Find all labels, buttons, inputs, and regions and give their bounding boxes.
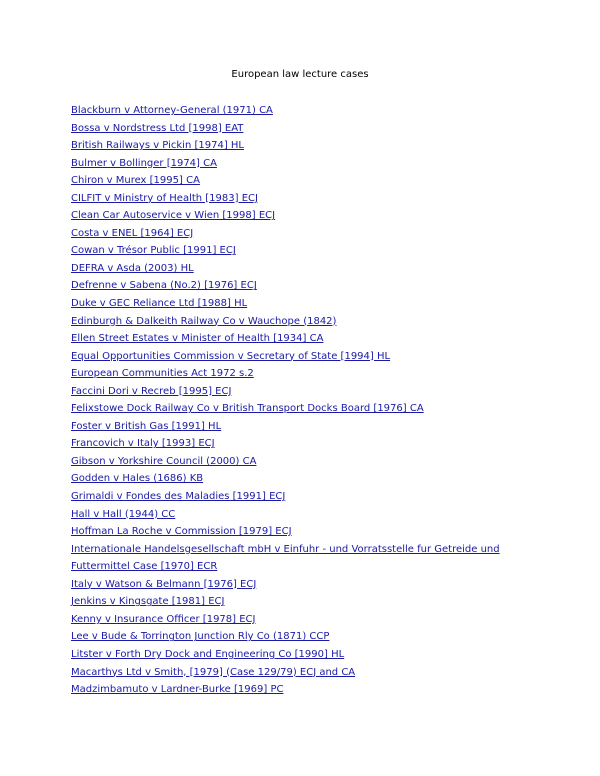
case-link[interactable]: Jenkins v Kingsgate [1981] ECJ bbox=[71, 596, 225, 608]
case-list-item bbox=[71, 558, 551, 576]
case-list-item bbox=[71, 488, 551, 506]
case-link[interactable]: CILFIT v Ministry of Health [1983] ECJ bbox=[71, 192, 258, 204]
case-list-item bbox=[71, 207, 551, 225]
case-link[interactable]: Blackburn v Attorney-General (1971) CA bbox=[71, 105, 273, 116]
case-link[interactable]: Foster v British Gas [1991] HL bbox=[71, 420, 222, 432]
case-list-item bbox=[71, 470, 551, 488]
case-list-item bbox=[71, 172, 551, 190]
case-link[interactable]: Costa v ENEL [1964] ECJ bbox=[71, 227, 194, 239]
case-list-item bbox=[71, 348, 551, 366]
case-link[interactable]: Madzimbamuto v Lardner-Burke [1969] PC bbox=[71, 684, 284, 696]
case-link[interactable]: Internationale Handelsgesellschaft mbH v Einfuhr - und Vorratsstelle fur Getreide und bbox=[71, 543, 500, 555]
document-title: European law lecture cases bbox=[231, 69, 369, 80]
case-link[interactable]: Cowan v Trésor Public [1991] ECJ bbox=[71, 245, 236, 257]
case-list-item bbox=[71, 664, 551, 682]
case-list-item bbox=[71, 628, 551, 646]
case-list-item bbox=[71, 137, 551, 155]
case-link[interactable]: Clean Car Autoservice v Wien [1998] ECJ bbox=[71, 210, 276, 222]
case-link[interactable]: European Communities Act 1972 s.2 bbox=[71, 368, 254, 380]
case-list-item bbox=[71, 506, 551, 524]
case-list-item bbox=[71, 611, 551, 629]
case-link[interactable]: British Railways v Pickin [1974] HL bbox=[71, 140, 244, 152]
case-list-item bbox=[71, 190, 551, 208]
case-list-item bbox=[71, 453, 551, 471]
case-list-item bbox=[71, 523, 551, 541]
case-list bbox=[71, 102, 551, 699]
case-list-item bbox=[71, 120, 551, 138]
case-link[interactable]: Gibson v Yorkshire Council (2000) CA bbox=[71, 455, 257, 467]
case-list-item bbox=[71, 155, 551, 173]
case-link[interactable]: Litster v Forth Dry Dock and Engineering Co [1990] HL bbox=[71, 648, 345, 660]
case-list-item bbox=[71, 295, 551, 313]
case-link[interactable]: Godden v Hales (1686) KB bbox=[71, 473, 204, 485]
case-list-item bbox=[71, 242, 551, 260]
case-link[interactable]: Francovich v Italy [1993] ECJ bbox=[71, 438, 215, 450]
case-link[interactable]: Edinburgh & Dalkeith Railway Co v Wauchope (1842) bbox=[71, 315, 337, 327]
case-link[interactable]: Bulmer v Bollinger [1974] CA bbox=[71, 157, 217, 169]
case-list-item bbox=[71, 225, 551, 243]
case-list-item bbox=[71, 593, 551, 611]
case-list-item bbox=[71, 541, 551, 559]
case-list-item bbox=[71, 365, 551, 383]
case-list-item bbox=[71, 383, 551, 401]
case-link[interactable]: Duke v GEC Reliance Ltd [1988] HL bbox=[71, 298, 248, 310]
case-list-item bbox=[71, 576, 551, 594]
case-link[interactable]: Kenny v Insurance Officer [1978] ECJ bbox=[71, 613, 256, 625]
case-link[interactable]: Italy v Watson & Belmann [1976] ECJ bbox=[71, 578, 257, 590]
case-link[interactable]: Felixstowe Dock Railway Co v British Transport Docks Board [1976] CA bbox=[71, 403, 424, 415]
case-link[interactable]: Futtermittel Case [1970] ECR bbox=[71, 561, 218, 573]
case-link[interactable]: Grimaldi v Fondes des Maladies [1991] ECJ bbox=[71, 491, 286, 503]
case-list-item bbox=[71, 681, 551, 699]
case-link[interactable]: Equal Opportunities Commission v Secretary of State [1994] HL bbox=[71, 350, 391, 362]
case-link[interactable]: Lee v Bude & Torrington Junction Rly Co (1871) CCP bbox=[71, 631, 330, 643]
case-link[interactable]: Macarthys Ltd v Smith, [1979] (Case 129/79) ECJ and CA bbox=[71, 666, 356, 678]
case-link[interactable]: Ellen Street Estates v Minister of Health [1934] CA bbox=[71, 333, 324, 345]
case-link[interactable]: Bossa v Nordstress Ltd [1998] EAT bbox=[71, 122, 244, 134]
case-list-item bbox=[71, 418, 551, 436]
case-link[interactable]: Faccini Dori v Recreb [1995] ECJ bbox=[71, 385, 232, 397]
case-list-item bbox=[71, 435, 551, 453]
case-list-item bbox=[71, 330, 551, 348]
case-link[interactable]: Defrenne v Sabena (No.2) [1976] ECJ bbox=[71, 280, 257, 292]
case-list-item bbox=[71, 260, 551, 278]
case-link[interactable]: Chiron v Murex [1995] CA bbox=[71, 175, 200, 187]
case-list-item bbox=[71, 646, 551, 664]
case-link[interactable]: DEFRA v Asda (2003) HL bbox=[71, 262, 194, 274]
case-list-item bbox=[71, 277, 551, 295]
case-list-item bbox=[71, 400, 551, 418]
case-link[interactable]: Hoffman La Roche v Commission [1979] ECJ bbox=[71, 526, 292, 538]
case-link[interactable]: Hall v Hall (1944) CC bbox=[71, 508, 176, 520]
case-list-item bbox=[71, 313, 551, 331]
case-list-item bbox=[71, 102, 551, 120]
